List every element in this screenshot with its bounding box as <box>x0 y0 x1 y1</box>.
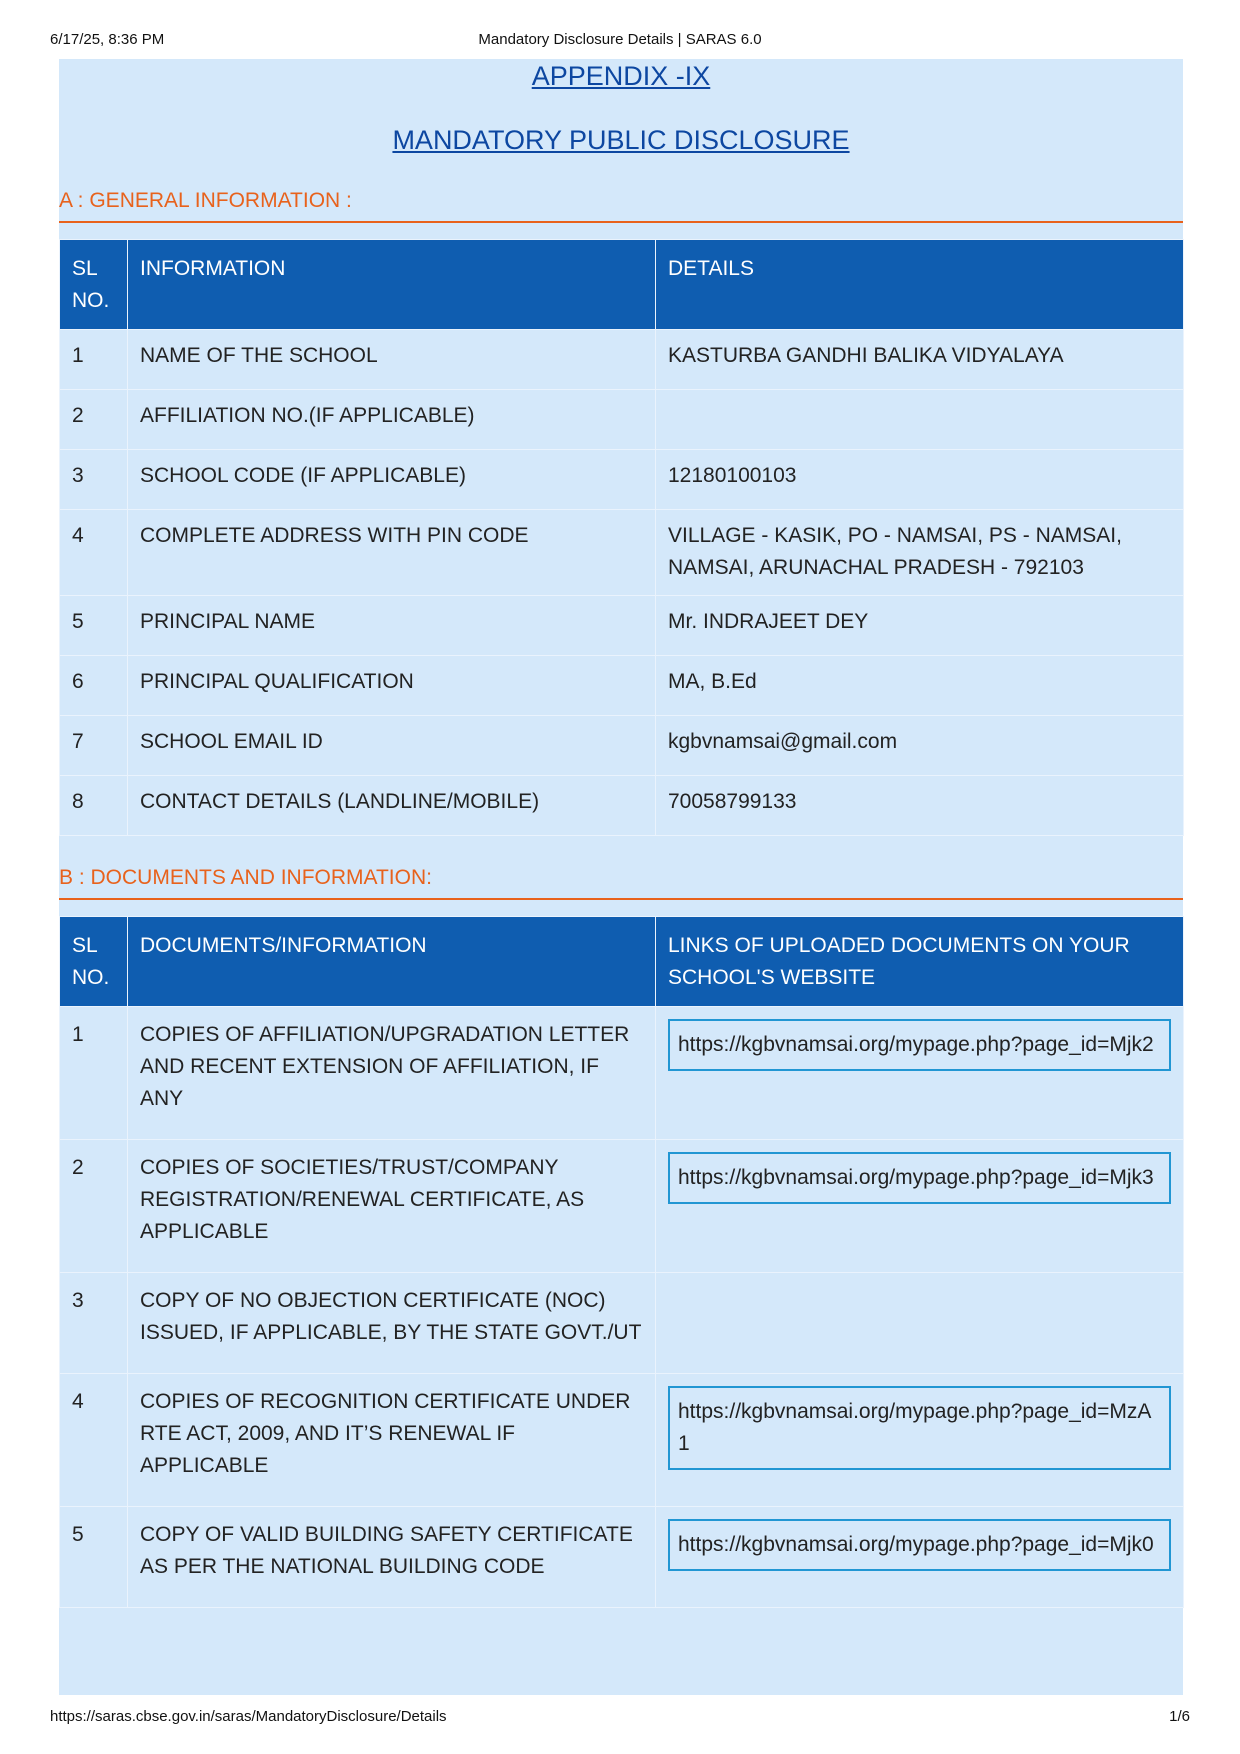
row-sl-no: 7 <box>60 716 128 776</box>
table-row <box>60 450 1184 510</box>
row-information: SCHOOL EMAIL ID <box>128 716 656 776</box>
row-details: MA, B.Ed <box>656 656 1184 716</box>
row-sl-no: 2 <box>60 390 128 450</box>
header-details: DETAILS <box>656 240 1184 330</box>
header-links: LINKS OF UPLOADED DOCUMENTS ON YOUR SCHOOL'S WEBSITE <box>656 917 1184 1007</box>
appendix-heading: APPENDIX -IX <box>531 61 711 91</box>
general-info-table <box>59 239 1184 836</box>
row-information: CONTACT DETAILS (LANDLINE/MOBILE) <box>128 776 656 836</box>
row-details: Mr. INDRAJEET DEY <box>656 596 1184 656</box>
section-a-title: A : GENERAL INFORMATION : <box>59 187 1183 223</box>
table-row <box>60 510 1184 596</box>
row-sl-no: 8 <box>60 776 128 836</box>
table-row <box>60 1007 1184 1140</box>
row-details: 70058799133 <box>656 776 1184 836</box>
row-information: NAME OF THE SCHOOL <box>128 330 656 390</box>
header-documents: DOCUMENTS/INFORMATION <box>128 917 656 1007</box>
row-document: COPIES OF SOCIETIES/TRUST/COMPANY REGISTRATION/RENEWAL CERTIFICATE, AS APPLICABLE <box>128 1140 656 1273</box>
page-title: MANDATORY PUBLIC DISCLOSURE <box>392 125 850 155</box>
table-row <box>60 716 1184 776</box>
header-sl-no: SL NO. <box>60 917 128 1007</box>
table-header-row <box>60 917 1184 1007</box>
row-document: COPIES OF RECOGNITION CERTIFICATE UNDER RTE ACT, 2009, AND IT’S RENEWAL IF APPLICABLE <box>128 1374 656 1507</box>
row-sl-no: 4 <box>60 510 128 596</box>
row-details: KASTURBA GANDHI BALIKA VIDYALAYA <box>656 330 1184 390</box>
table-row <box>60 776 1184 836</box>
row-document: COPIES OF AFFILIATION/UPGRADATION LETTER AND RECENT EXTENSION OF AFFILIATION, IF ANY <box>128 1007 656 1140</box>
row-link-cell <box>656 1007 1184 1140</box>
row-sl-no: 5 <box>60 596 128 656</box>
row-sl-no: 3 <box>60 1273 128 1374</box>
row-sl-no: 3 <box>60 450 128 510</box>
row-sl-no: 2 <box>60 1140 128 1273</box>
header-information: INFORMATION <box>128 240 656 330</box>
document-link[interactable]: https://kgbvnamsai.org/mypage.php?page_id=Mjk3 <box>668 1152 1171 1204</box>
page-number: 1/6 <box>1169 1708 1190 1725</box>
table-row <box>60 390 1184 450</box>
print-footer <box>50 1708 1190 1728</box>
document-link[interactable]: https://kgbvnamsai.org/mypage.php?page_id=Mjk2 <box>668 1019 1171 1071</box>
section-b-title: B : DOCUMENTS AND INFORMATION: <box>59 864 1183 900</box>
table-row <box>60 1140 1184 1273</box>
print-datetime: 6/17/25, 8:36 PM <box>50 31 165 48</box>
print-page-title: Mandatory Disclosure Details | SARAS 6.0 <box>478 31 762 48</box>
table-row <box>60 1507 1184 1608</box>
table-row <box>60 656 1184 716</box>
print-url: https://saras.cbse.gov.in/saras/MandatoryDisclosure/Details <box>50 1708 447 1725</box>
table-row <box>60 330 1184 390</box>
row-sl-no: 4 <box>60 1374 128 1507</box>
row-information: COMPLETE ADDRESS WITH PIN CODE <box>128 510 656 596</box>
row-information: AFFILIATION NO.(IF APPLICABLE) <box>128 390 656 450</box>
documents-table <box>59 916 1184 1608</box>
table-row <box>60 596 1184 656</box>
row-sl-no: 5 <box>60 1507 128 1608</box>
table-row <box>60 1273 1184 1374</box>
row-information: SCHOOL CODE (IF APPLICABLE) <box>128 450 656 510</box>
row-document: COPY OF VALID BUILDING SAFETY CERTIFICATE AS PER THE NATIONAL BUILDING CODE <box>128 1507 656 1608</box>
row-details <box>656 390 1184 450</box>
row-information: PRINCIPAL NAME <box>128 596 656 656</box>
row-link-cell <box>656 1374 1184 1507</box>
row-details: kgbvnamsai@gmail.com <box>656 716 1184 776</box>
disclosure-panel <box>59 59 1183 1695</box>
header-sl-no: SL NO. <box>60 240 128 330</box>
document-link[interactable]: https://kgbvnamsai.org/mypage.php?page_id=Mjk0 <box>668 1519 1171 1571</box>
table-row <box>60 1374 1184 1507</box>
row-sl-no: 1 <box>60 330 128 390</box>
row-information: PRINCIPAL QUALIFICATION <box>128 656 656 716</box>
row-link-cell <box>656 1507 1184 1608</box>
table-header-row <box>60 240 1184 330</box>
row-link-cell <box>656 1140 1184 1273</box>
row-details: VILLAGE - KASIK, PO - NAMSAI, PS - NAMSAI, NAMSAI, ARUNACHAL PRADESH - 792103 <box>656 510 1184 596</box>
row-document: COPY OF NO OBJECTION CERTIFICATE (NOC) ISSUED, IF APPLICABLE, BY THE STATE GOVT./UT <box>128 1273 656 1374</box>
print-header <box>50 31 1190 51</box>
row-link-cell <box>656 1273 1184 1374</box>
row-sl-no: 6 <box>60 656 128 716</box>
document-link[interactable]: https://kgbvnamsai.org/mypage.php?page_id=MzA1 <box>668 1386 1171 1470</box>
row-details: 12180100103 <box>656 450 1184 510</box>
row-sl-no: 1 <box>60 1007 128 1140</box>
